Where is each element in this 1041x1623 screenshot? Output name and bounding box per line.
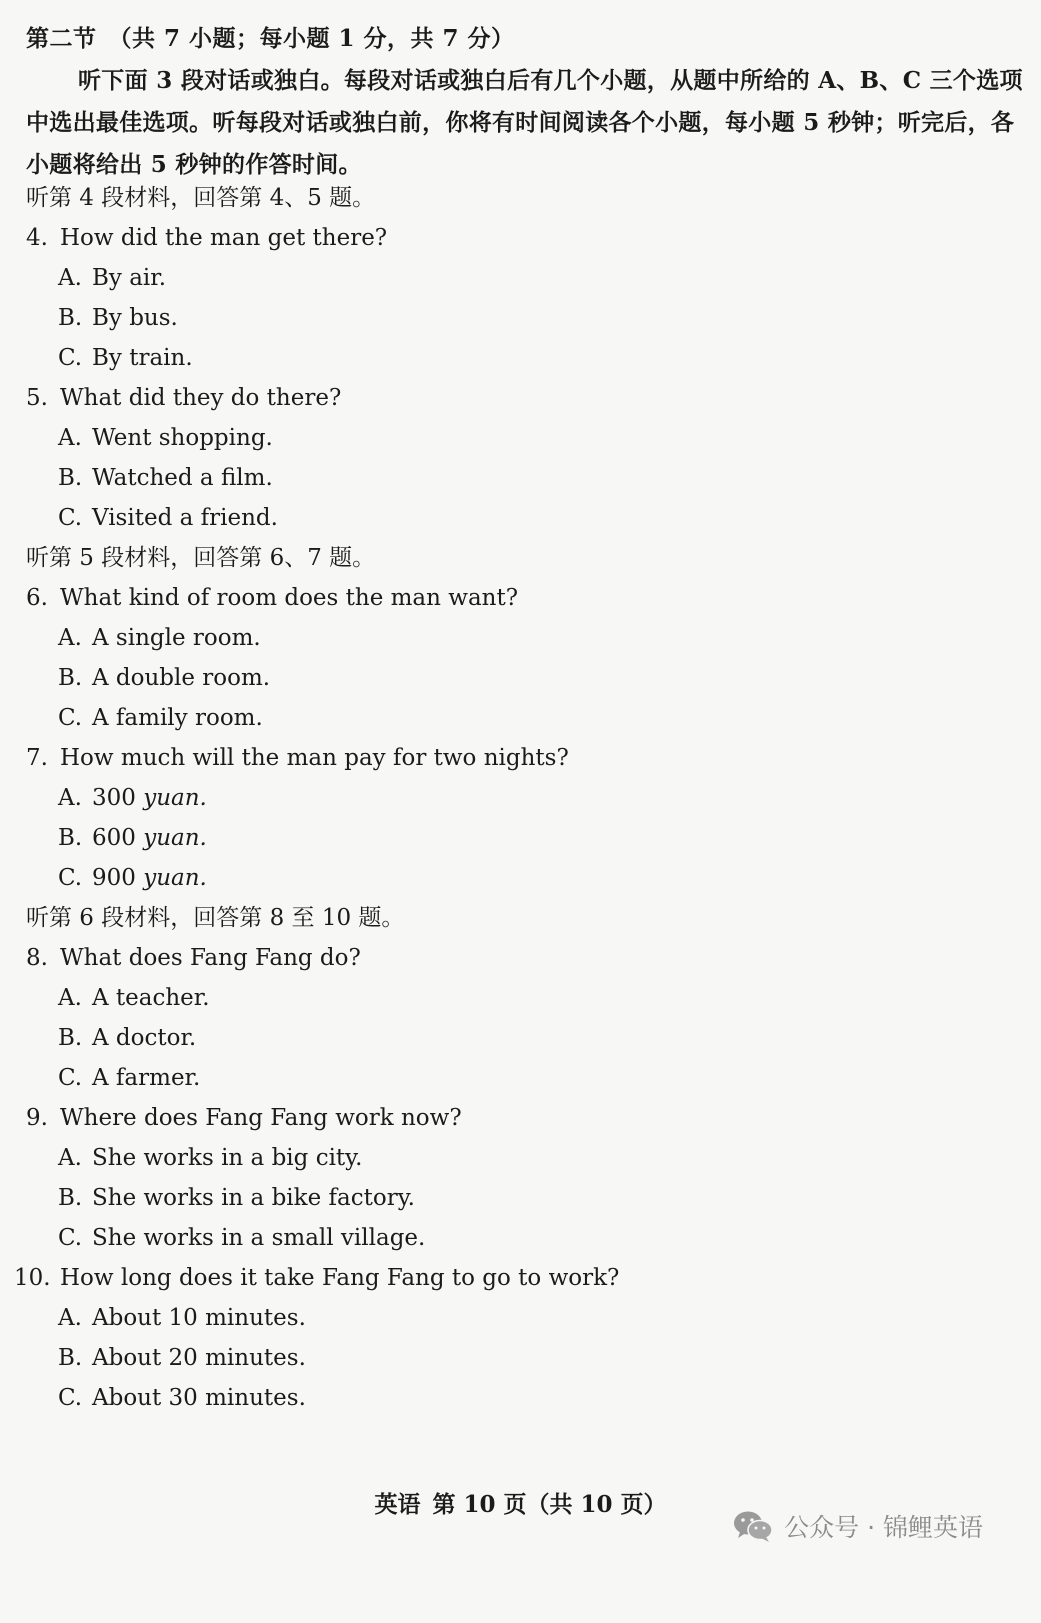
section-title: 第二节 （共 7 小题；每小题 1 分，共 7 分） <box>26 25 515 52</box>
question-8 <box>26 938 1016 1098</box>
question-text: How much will the man pay for two nights? <box>60 745 569 771</box>
option-letter: C. <box>58 1225 83 1251</box>
option-letter: A. <box>58 625 82 651</box>
question-9 <box>26 1098 1016 1258</box>
question-text: What does Fang Fang do? <box>60 945 361 971</box>
option-text: By bus. <box>92 305 178 331</box>
option-letter: C. <box>58 1065 83 1091</box>
option-a <box>26 778 1016 818</box>
question-number: 9. <box>26 1105 48 1131</box>
option-text: A teacher. <box>92 985 210 1011</box>
option-letter: B. <box>58 1025 83 1051</box>
option-a <box>26 978 1016 1018</box>
question-6 <box>26 578 1016 738</box>
question-text: Where does Fang Fang work now? <box>60 1105 462 1131</box>
question-text: How long does it take Fang Fang to go to work? <box>60 1265 620 1291</box>
instructions-text: 听下面 3 段对话或独白。每段对话或独白后有几个小题，从题中所给的 A、B、C 三个选项中选出最佳选项。听每段对话或独白前，你将有时间阅读各个小题，每小题 5 秒钟；听完后，各小题将给出 5 秒钟的作答时间。 <box>26 67 1023 178</box>
option-a <box>26 1298 1016 1338</box>
option-amount: 300 <box>92 785 136 811</box>
option-text: A single room. <box>92 625 261 651</box>
option-text: Went shopping. <box>92 425 273 451</box>
option-text: By air. <box>92 265 167 291</box>
question-list <box>14 178 1016 1418</box>
option-letter: C. <box>58 1385 83 1411</box>
option-text: She works in a small village. <box>92 1225 426 1251</box>
question-5 <box>26 378 1016 538</box>
option-unit: yuan. <box>143 865 207 891</box>
option-unit: yuan. <box>143 825 207 851</box>
question-number: 7. <box>26 745 48 771</box>
option-text: Visited a friend. <box>92 505 278 531</box>
footer-subject: 英语 <box>374 1491 421 1518</box>
option-b <box>26 658 1016 698</box>
question-7 <box>26 738 1016 898</box>
option-letter: A. <box>58 1145 82 1171</box>
option-b <box>26 818 1016 858</box>
option-b <box>26 298 1016 338</box>
option-c <box>26 1378 1016 1418</box>
option-letter: C. <box>58 705 83 731</box>
option-letter: B. <box>58 665 83 691</box>
option-letter: A. <box>58 265 82 291</box>
option-text: A farmer. <box>92 1065 201 1091</box>
option-a <box>26 618 1016 658</box>
option-letter: B. <box>58 1345 83 1371</box>
question-stem <box>26 938 1016 978</box>
option-c <box>26 1058 1016 1098</box>
option-a <box>26 258 1016 298</box>
option-c <box>26 338 1016 378</box>
group-heading: 听第 4 段材料，回答第 4、5 题。 <box>26 185 376 211</box>
question-stem <box>14 1258 1016 1298</box>
watermark-text: 公众号 · 锦鲤英语 <box>784 1513 983 1542</box>
option-b <box>26 458 1016 498</box>
question-stem <box>26 218 1016 258</box>
option-letter: B. <box>58 1185 83 1211</box>
option-c <box>26 698 1016 738</box>
option-amount: 900 <box>92 865 136 891</box>
question-text: What kind of room does the man want? <box>60 585 519 611</box>
option-letter: C. <box>58 865 83 891</box>
option-letter: B. <box>58 825 83 851</box>
option-b <box>26 1178 1016 1218</box>
option-text: A doctor. <box>92 1025 197 1051</box>
option-text: She works in a big city. <box>92 1145 363 1171</box>
question-stem <box>26 1098 1016 1138</box>
option-a <box>26 1138 1016 1178</box>
option-text: A double room. <box>92 665 271 691</box>
option-letter: B. <box>58 305 83 331</box>
question-number: 5. <box>26 385 48 411</box>
question-number: 8. <box>26 945 48 971</box>
question-4 <box>26 218 1016 378</box>
option-letter: C. <box>58 505 83 531</box>
section-instructions <box>26 60 1026 186</box>
option-c <box>26 858 1016 898</box>
option-c <box>26 498 1016 538</box>
question-10 <box>14 1258 1016 1418</box>
option-letter: A. <box>58 785 82 811</box>
option-letter: B. <box>58 465 83 491</box>
question-stem <box>26 578 1016 618</box>
option-c <box>26 1218 1016 1258</box>
option-letter: A. <box>58 425 82 451</box>
question-stem <box>26 738 1016 778</box>
option-text: About 30 minutes. <box>92 1385 306 1411</box>
option-text: A family room. <box>92 705 263 731</box>
question-number: 10. <box>14 1265 51 1291</box>
option-letter: A. <box>58 1305 82 1331</box>
question-stem <box>26 378 1016 418</box>
option-text: By train. <box>92 345 193 371</box>
option-text: About 10 minutes. <box>92 1305 306 1331</box>
option-text: She works in a bike factory. <box>92 1185 415 1211</box>
question-text: What did they do there? <box>60 385 342 411</box>
option-text: Watched a film. <box>92 465 273 491</box>
option-text: About 20 minutes. <box>92 1345 306 1371</box>
question-number: 4. <box>26 225 48 251</box>
option-unit: yuan. <box>143 785 207 811</box>
group-heading: 听第 5 段材料，回答第 6、7 题。 <box>26 545 376 571</box>
question-number: 6. <box>26 585 48 611</box>
group-heading: 听第 6 段材料，回答第 8 至 10 题。 <box>26 905 405 931</box>
option-letter: C. <box>58 345 83 371</box>
wechat-icon <box>732 1509 774 1543</box>
question-text: How did the man get there? <box>60 225 388 251</box>
option-amount: 600 <box>92 825 136 851</box>
footer-page-number: 第 10 页（共 10 页） <box>432 1491 667 1518</box>
option-b <box>26 1338 1016 1378</box>
watermark <box>732 1508 983 1544</box>
option-b <box>26 1018 1016 1058</box>
option-letter: A. <box>58 985 82 1011</box>
option-a <box>26 418 1016 458</box>
